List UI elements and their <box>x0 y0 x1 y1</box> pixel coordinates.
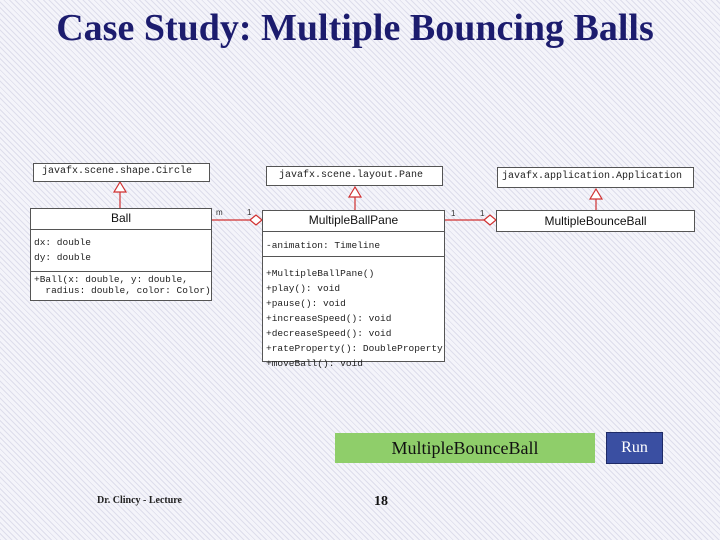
class-ball-name: Ball <box>110 211 131 225</box>
method: +moveBall(): void <box>266 358 363 369</box>
class-multipleballpane-fields <box>266 238 380 253</box>
method: +play(): void <box>266 283 341 294</box>
slide-title: Case Study: Multiple Bouncing Balls <box>56 7 654 49</box>
inheritance-arrow-ball <box>114 182 126 192</box>
class-ball <box>30 208 212 301</box>
inheritance-arrow-app <box>590 189 602 199</box>
method: +rateProperty(): DoubleProperty <box>266 343 443 354</box>
field: dy: double <box>34 252 92 263</box>
method: +increaseSpeed(): void <box>266 313 392 324</box>
footer-author: Dr. Clincy - Lecture <box>97 495 182 506</box>
composition-diamond-pane <box>250 215 262 225</box>
class-circle <box>33 163 210 182</box>
inheritance-arrow-pane <box>349 187 361 197</box>
composition-diamond-app <box>484 215 496 225</box>
page-number: 18 <box>374 494 388 509</box>
class-multiplebounceball <box>496 210 695 232</box>
class-multipleballpane-methods <box>266 266 443 371</box>
multiplebounceball-link[interactable]: MultipleBounceBall <box>335 433 595 463</box>
class-application <box>497 167 694 188</box>
method: +pause(): void <box>266 298 346 309</box>
multiplicity-pane-right: 1 <box>451 209 456 218</box>
class-ball-fields <box>34 235 91 265</box>
method: +MultipleBallPane() <box>266 268 375 279</box>
class-application-name: javafx.application.Application <box>502 171 683 182</box>
multiplicity-ball: m <box>216 208 223 217</box>
class-pane-name: javafx.scene.layout.Pane <box>279 170 424 181</box>
class-multipleballpane-name: MultipleBallPane <box>308 213 399 227</box>
class-multipleballpane <box>262 210 445 369</box>
class-circle-name: javafx.scene.shape.Circle <box>42 166 193 177</box>
method: radius: double, color: Color) <box>34 285 211 296</box>
run-button[interactable]: Run <box>606 432 663 464</box>
class-ball-methods <box>34 274 211 296</box>
multiplicity-app: 1 <box>480 209 485 218</box>
class-pane <box>266 166 443 186</box>
multiplicity-pane-left: 1 <box>247 208 252 217</box>
field: -animation: Timeline <box>266 240 381 251</box>
method: +Ball(x: double, y: double, <box>34 274 188 285</box>
method: +decreaseSpeed(): void <box>266 328 392 339</box>
field: dx: double <box>34 237 92 248</box>
class-multiplebounceball-name: MultipleBounceBall <box>544 214 647 228</box>
